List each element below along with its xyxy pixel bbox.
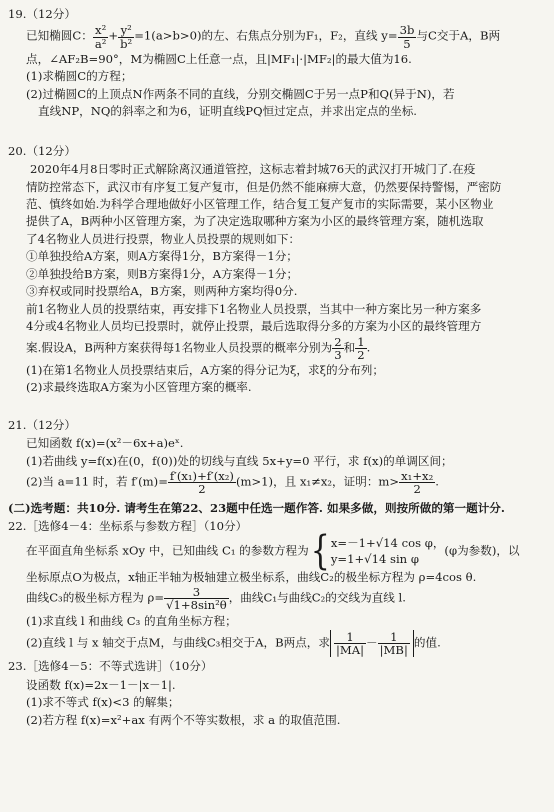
question-19-subq-1: (1)求椭圆C的方程； xyxy=(26,69,133,84)
absolute-value-expression xyxy=(330,630,414,657)
question-20-rule-3: ③弃权或同时投票给A，B方案，则两种方案均得0分. xyxy=(26,284,298,299)
denominator: 2 xyxy=(198,482,206,497)
numerator: 3b xyxy=(399,23,415,38)
numerator: x² xyxy=(93,24,109,37)
text: (φ为参数)，以 xyxy=(444,544,520,559)
question-22-heading: 22.［选修4－4：坐标系与参数方程］（10分） xyxy=(8,519,248,533)
denominator: |MB| xyxy=(379,643,408,658)
question-20-line-8 xyxy=(8,336,542,361)
question-19 xyxy=(8,6,542,120)
question-20-line-1: 2020年4月8日零时正式解除离汉通道管控，这标志着封城76天的武汉打开城门了.在疫 xyxy=(30,162,476,177)
question-20-subq-2: (2)求最终选取A方案为小区管理方案的概率. xyxy=(26,380,252,395)
fraction-3b-5 xyxy=(398,24,417,49)
denominator: |MA| xyxy=(335,643,365,658)
question-20-line-3: 范、慎终如始.为科学合理地做好小区管理工作，结合复工复产复市的实际需要，某小区物业 xyxy=(26,196,494,211)
question-21 xyxy=(8,417,542,496)
question-22-line-2: 坐标原点O为极点，x轴正半轴为极轴建立极坐标系，曲线C₂的极坐标方程为 ρ=4cos θ. xyxy=(26,569,477,584)
equation-x: x=－1+√14 cos φ， xyxy=(330,536,445,551)
question-23-subq-2: (2)若方程 f(x)=x²+ax 有两个不等实数根，求 a 的取值范围. xyxy=(26,712,341,727)
question-23-subq-1: (1)求不等式 f(x)<3 的解集； xyxy=(26,695,180,710)
denominator: 3 xyxy=(334,347,342,362)
equation-y: y=1+√14 sin φ xyxy=(330,552,419,567)
question-21-heading: 21.（12分） xyxy=(8,417,76,432)
fraction-derivative-average xyxy=(168,470,236,495)
fraction-x2-a2 xyxy=(93,24,109,49)
left-brace: { xyxy=(310,527,330,576)
plus-sign: + xyxy=(108,29,119,44)
text: (2)直线 l 与 x 轴交于点M，与曲线C₃相交于A，B两点，求 xyxy=(26,635,330,650)
question-21-line-1: 已知函数 f(x)=(x²－6x+a)eˣ. xyxy=(26,436,184,451)
question-23-line-1: 设函数 f(x)=2x－1－|x－1|. xyxy=(26,677,176,692)
question-22-subq-2 xyxy=(8,630,542,657)
text: . xyxy=(435,474,439,489)
denominator: 5 xyxy=(403,36,411,51)
fraction-y2-b2 xyxy=(118,24,134,49)
text: 和 xyxy=(343,340,356,355)
text: ，曲线C₁与曲线C₂的交线为直线 l. xyxy=(228,590,406,605)
numerator: 1 xyxy=(357,334,365,349)
numerator: f′(x₁)+f′(x₂) xyxy=(169,469,234,484)
text: (m>1)，且 x₁≠x₂，证明：m> xyxy=(235,474,400,489)
denominator: 2 xyxy=(413,482,421,497)
question-19-line-2: 点，∠AF₂B=90°，M为椭圆C上任意一点，且|MF₁|·|MF₂|的最大值为16. xyxy=(26,51,412,66)
denominator: b² xyxy=(120,36,133,51)
text: 曲线C₃的极坐标方程为 ρ= xyxy=(26,590,165,605)
elective-section-heading: (二)选考题：共10分. 请考生在第22、23题中任选一题作答. 如果多做，则按所做的第一题计分. xyxy=(8,500,505,515)
question-20-line-7: 4分或4名物业人员均已投票时，就停止投票，最后选取得分多的方案为小区的最终管理方 xyxy=(26,319,482,334)
fraction-1-over-MB xyxy=(378,631,410,656)
fraction-1-over-MA xyxy=(334,631,366,656)
question-22-subq-1: (1)求直线 l 和曲线 C₃ 的直角坐标方程； xyxy=(26,613,237,628)
numerator: 1 xyxy=(334,631,366,644)
fraction-2-3 xyxy=(332,336,343,361)
question-20-line-6: 前1名物业人员的投票结束，再安排下1名物业人员投票，当其中一种方案比另一种方案多 xyxy=(26,301,482,316)
numerator: x₁+x₂ xyxy=(401,469,434,484)
question-20-line-2: 情防控常态下，武汉市有序复工复产复市，但是仍然不能麻痹大意，仍然要保持警惕，严密防 xyxy=(26,179,502,194)
numerator: 2 xyxy=(334,334,342,349)
spacer xyxy=(8,397,542,417)
text: 已知椭圆 xyxy=(26,29,73,44)
numerator: 1 xyxy=(378,631,410,644)
text: 案.假设A，B两种方案获得每1名物业人员投票的概率分别为 xyxy=(26,340,333,355)
question-20-subq-1: (1)在第1名物业人员投票结束后，A方案的得分记为ξ，求ξ的分布列； xyxy=(26,362,384,377)
question-20 xyxy=(8,143,542,396)
question-19-heading: 19.（12分） xyxy=(8,7,76,21)
denominator: √1+8sin²θ xyxy=(166,598,227,613)
fraction-rho xyxy=(164,586,229,611)
question-20-heading: 20.（12分） xyxy=(8,143,76,158)
question-22-line-1 xyxy=(8,527,542,576)
question-19-subq-2a: (2)过椭圆C的上顶点N作两条不同的直线，分别交椭圆C于另一点P和Q(异于N)，若 xyxy=(26,86,455,101)
text: =1(a>b>0)的左、右焦点分别为F₁，F₂，直线 y= xyxy=(134,29,398,44)
question-19-line-1 xyxy=(8,24,542,49)
numerator: y² xyxy=(118,24,134,37)
text: 在平面直角坐标系 xOy 中，已知曲线 C₁ 的参数方程为 xyxy=(26,544,309,559)
question-20-rule-1: ①单独投给A方案，则A方案得1分，B方案得－1分； xyxy=(26,249,298,264)
question-21-subq-2 xyxy=(8,470,542,495)
parametric-system xyxy=(331,536,445,567)
question-20-rule-2: ②单独投给B方案，则B方案得1分，A方案得－1分； xyxy=(26,266,299,281)
denominator: a² xyxy=(94,36,107,51)
text: 的值. xyxy=(413,635,441,650)
question-23 xyxy=(8,658,542,728)
fraction-1-2 xyxy=(355,336,366,361)
question-19-subq-2b: 直线NP，NQ的斜率之和为6，证明直线PQ恒过定点，并求出定点的坐标. xyxy=(38,104,417,119)
fraction-x-average xyxy=(399,470,435,495)
text: (2)当 a=11 时，若 f′(m)= xyxy=(26,474,168,489)
numerator: 3 xyxy=(164,586,229,599)
question-20-line-4: 提供了A，B两种小区管理方案，为了决定选取哪种方案为小区的最终管理方案，随机选取 xyxy=(26,214,484,229)
denominator: 2 xyxy=(357,347,365,362)
question-22 xyxy=(8,518,542,657)
question-20-line-5: 了4名物业人员进行投票，物业人员投票的规则如下： xyxy=(26,231,301,246)
question-21-subq-1: (1)若曲线 y=f(x)在(0，f(0))处的切线与直线 5x+y=0 平行，求 f(x)的单调区间； xyxy=(26,453,453,468)
spacer xyxy=(8,121,542,143)
text: C： xyxy=(72,29,93,44)
minus-sign: － xyxy=(366,635,378,650)
text: 与C交于A，B两 xyxy=(416,29,501,44)
question-22-line-3 xyxy=(8,586,542,611)
text: . xyxy=(366,340,371,355)
question-23-heading: 23.［选修4－5：不等式选讲］（10分） xyxy=(8,659,213,674)
